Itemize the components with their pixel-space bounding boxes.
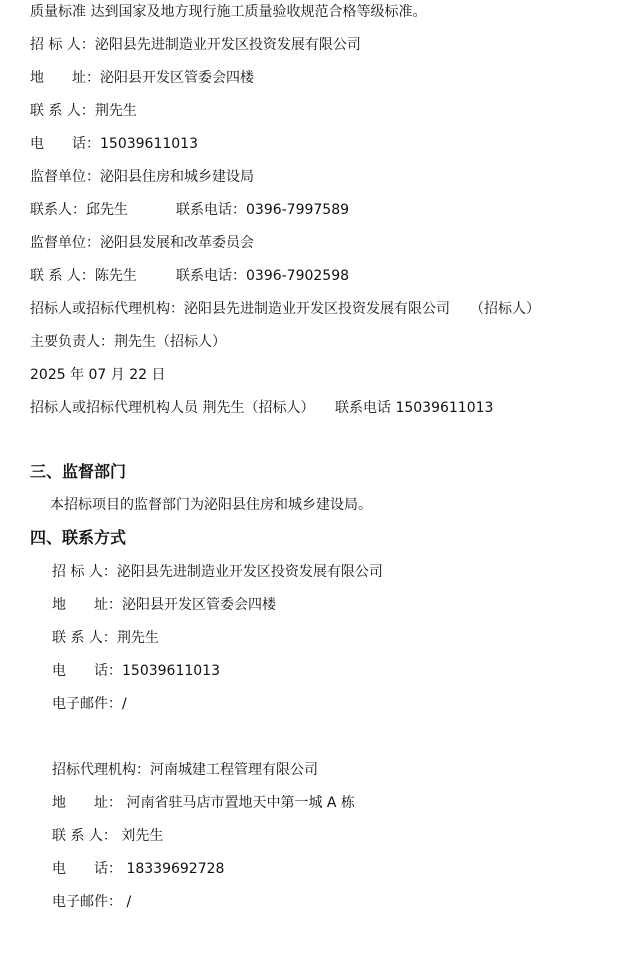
agency-line — [30, 300, 450, 318]
supervisor2-label: 监督单位： — [30, 235, 100, 251]
s4-agency-contact-label: 联 系 人： — [52, 828, 117, 844]
supervisor1-line — [30, 168, 254, 186]
supervisor1-value: 泌阳县住房和城乡建设局 — [100, 169, 254, 185]
tenderer-label: 招 标 人： — [30, 37, 95, 53]
s4-agency-line — [52, 761, 318, 779]
section4-heading: 四、联系方式 — [30, 528, 127, 547]
supervisor2-contact-value: 陈先生 — [94, 268, 137, 284]
s4-phone-value: 15039611013 — [122, 663, 220, 679]
phone-value: 15039611013 — [100, 136, 198, 152]
address-label: 地 址： — [30, 70, 100, 86]
quality-standard-text: 达到国家及地方现行施工质量验收规范合格等级标准。 — [90, 4, 427, 20]
supervisor1-phone-value: 0396-7997589 — [246, 202, 350, 218]
s4-agency-email-label: 电子邮件： — [52, 894, 122, 910]
s4-agency-address-value: 河南省驻马店市置地天中第一城 A 栋 — [126, 795, 355, 811]
contact-line — [30, 102, 137, 120]
supervisor2-line — [30, 234, 254, 252]
s4-agency-phone-line — [52, 860, 224, 878]
tenderer-line — [30, 36, 361, 54]
s4-agency-address-line — [52, 794, 355, 812]
personnel-value: 荆先生（招标人） — [202, 400, 315, 416]
supervisor2-phone-label: 联系电话： — [176, 268, 246, 284]
tenderer-value: 泌阳县先进制造业开发区投资发展有限公司 — [94, 37, 361, 53]
contact-label: 联 系 人： — [30, 103, 95, 119]
supervisor1-contact-value: 邱先生 — [86, 202, 128, 218]
agency-line-suffix: （招标人） — [470, 301, 540, 317]
s4-address-line — [52, 596, 276, 614]
s4-phone-line — [52, 662, 220, 680]
s4-address-label: 地 址： — [52, 597, 122, 613]
s4-tenderer-line — [52, 563, 383, 581]
s4-contact-label: 联 系 人： — [52, 630, 117, 646]
s4-agency-email-line — [52, 893, 131, 911]
section3-heading: 三、监督部门 — [30, 462, 127, 481]
supervisor1-phone-line — [176, 201, 349, 219]
principal-label: 主要负责人： — [30, 334, 114, 350]
supervisor1-label: 监督单位： — [30, 169, 100, 185]
principal-line — [30, 333, 226, 351]
supervisor2-phone-value: 0396-7902598 — [246, 268, 350, 284]
quality-standard-line — [30, 3, 426, 21]
supervisor2-contact-label: 联 系 人： — [30, 268, 95, 284]
agency-line-label: 招标人或招标代理机构： — [30, 301, 184, 317]
personnel-label: 招标人或招标代理机构人员 — [30, 400, 198, 416]
s4-tenderer-value: 泌阳县先进制造业开发区投资发展有限公司 — [116, 564, 383, 580]
supervisor2-value: 泌阳县发展和改革委员会 — [100, 235, 254, 251]
phone-line — [30, 135, 198, 153]
address-value: 泌阳县开发区管委会四楼 — [100, 70, 254, 86]
s4-agency-contact-value: 刘先生 — [121, 828, 164, 844]
s4-email-label: 电子邮件： — [52, 696, 122, 712]
s4-agency-label: 招标代理机构： — [52, 762, 150, 778]
supervisor1-contact-line — [30, 201, 128, 219]
personnel-phone-line — [335, 399, 493, 417]
date-line: 2025 年 07 月 22 日 — [30, 367, 166, 383]
personnel-phone-value: 15039611013 — [395, 400, 494, 416]
agency-line-value: 泌阳县先进制造业开发区投资发展有限公司 — [184, 301, 450, 317]
quality-standard-label: 质量标准 — [30, 4, 86, 20]
s4-phone-label: 电 话： — [52, 663, 122, 679]
personnel-phone-label: 联系电话 — [335, 400, 391, 416]
contact-value: 荆先生 — [94, 103, 137, 119]
s4-email-line — [52, 695, 127, 713]
supervisor1-contact-label: 联系人： — [30, 202, 86, 218]
s4-contact-line — [52, 629, 159, 647]
address-line — [30, 69, 254, 87]
s4-address-value: 泌阳县开发区管委会四楼 — [122, 597, 276, 613]
supervisor2-phone-line — [176, 267, 349, 285]
supervisor2-contact-line — [30, 267, 137, 285]
section3-body: 本招标项目的监督部门为泌阳县住房和城乡建设局。 — [50, 497, 372, 513]
s4-agency-address-label: 地 址： — [52, 795, 122, 811]
s4-agency-phone-value: 18339692728 — [126, 861, 225, 877]
personnel-line — [30, 399, 314, 417]
s4-agency-phone-label: 电 话： — [52, 861, 122, 877]
s4-agency-email-value: / — [126, 894, 132, 910]
s4-contact-value: 荆先生 — [116, 630, 159, 646]
principal-value: 荆先生（招标人） — [114, 334, 226, 350]
s4-email-value: / — [122, 696, 127, 712]
s4-agency-value: 河南城建工程管理有限公司 — [150, 762, 318, 778]
s4-agency-contact-line — [52, 827, 163, 845]
supervisor1-phone-label: 联系电话： — [176, 202, 246, 218]
phone-label: 电 话： — [30, 136, 100, 152]
s4-tenderer-label: 招 标 人： — [52, 564, 117, 580]
